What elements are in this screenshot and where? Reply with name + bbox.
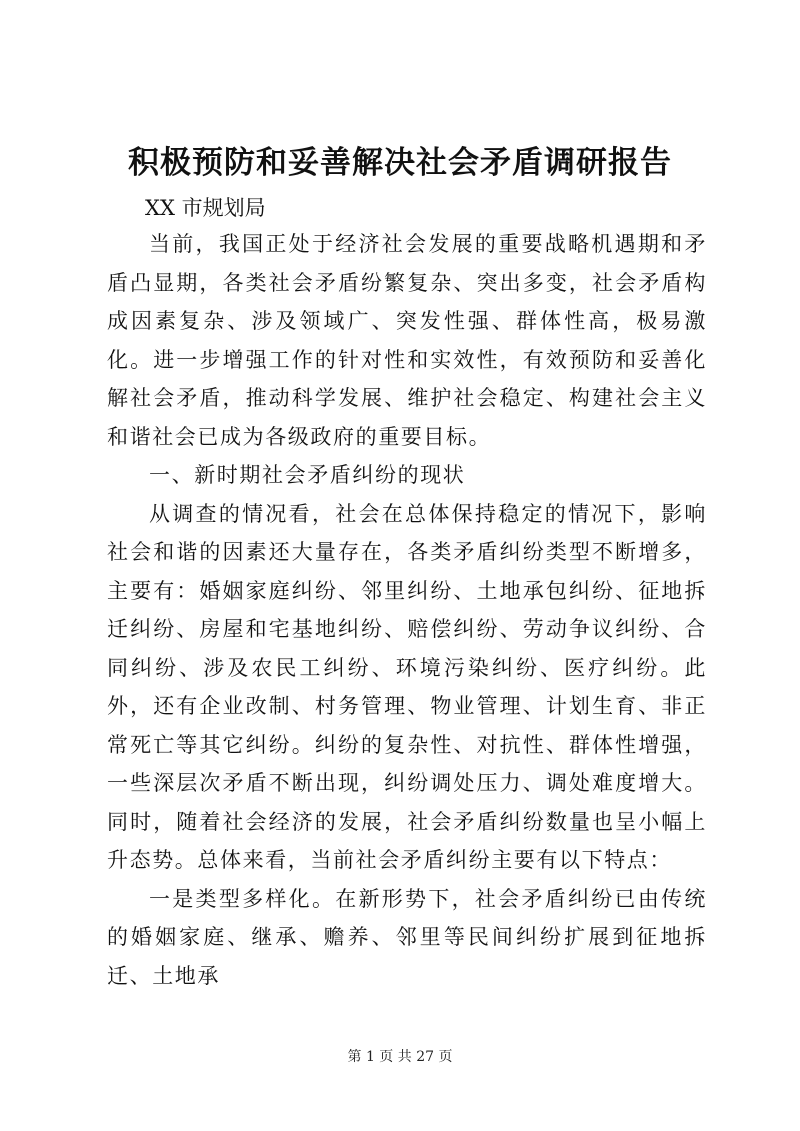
document-body [107,225,707,995]
paragraph-status: 从调查的情况看，社会在总体保持稳定的情况下，影响社会和谐的因素还大量存在，各类矛盾纠纷类型不断增多，主要有：婚姻家庭纠纷、邻里纠纷、土地承包纠纷、征地拆迁纠纷、房屋和宅基地纠纷、赔偿纠纷、劳动争议纠纷、合同纠纷、涉及农民工纠纷、环境污染纠纷、医疗纠纷。此外，还有企业改制、村务管理、物业管理、计划生育、非正常死亡等其它纠纷。纠纷的复杂性、对抗性、群体性增强，一些深层次矛盾不断出现，纠纷调处压力、调处难度增大。同时，随着社会经济的发展，社会矛盾纠纷数量也呈小幅上升态势。总体来看，当前社会矛盾纠纷主要有以下特点： [107,501,707,872]
document-title: 积极预防和妥善解决社会矛盾调研报告 [128,145,672,181]
paragraph-feature-1: 一是类型多样化。在新形势下，社会矛盾纠纷已由传统的婚姻家庭、继承、赡养、邻里等民间纠纷扩展到征地拆迁、土地承 [107,886,707,988]
page-footer: 第 1 页 共 27 页 [347,1049,453,1065]
paragraph-intro: 当前，我国正处于经济社会发展的重要战略机遇期和矛盾凸显期，各类社会矛盾纷繁复杂、突出多变，社会矛盾构成因素复杂、涉及领域广、突发性强、群体性高，极易激化。进一步增强工作的针对性和实效性，有效预防和妥善化解社会矛盾，推动科学发展、维护社会稳定、构建社会主义和谐社会已成为各级政府的重要目标。 [107,232,707,449]
document-author: XX 市规划局 [145,196,266,220]
section-heading: 一、新时期社会矛盾纠纷的现状 [149,463,466,487]
